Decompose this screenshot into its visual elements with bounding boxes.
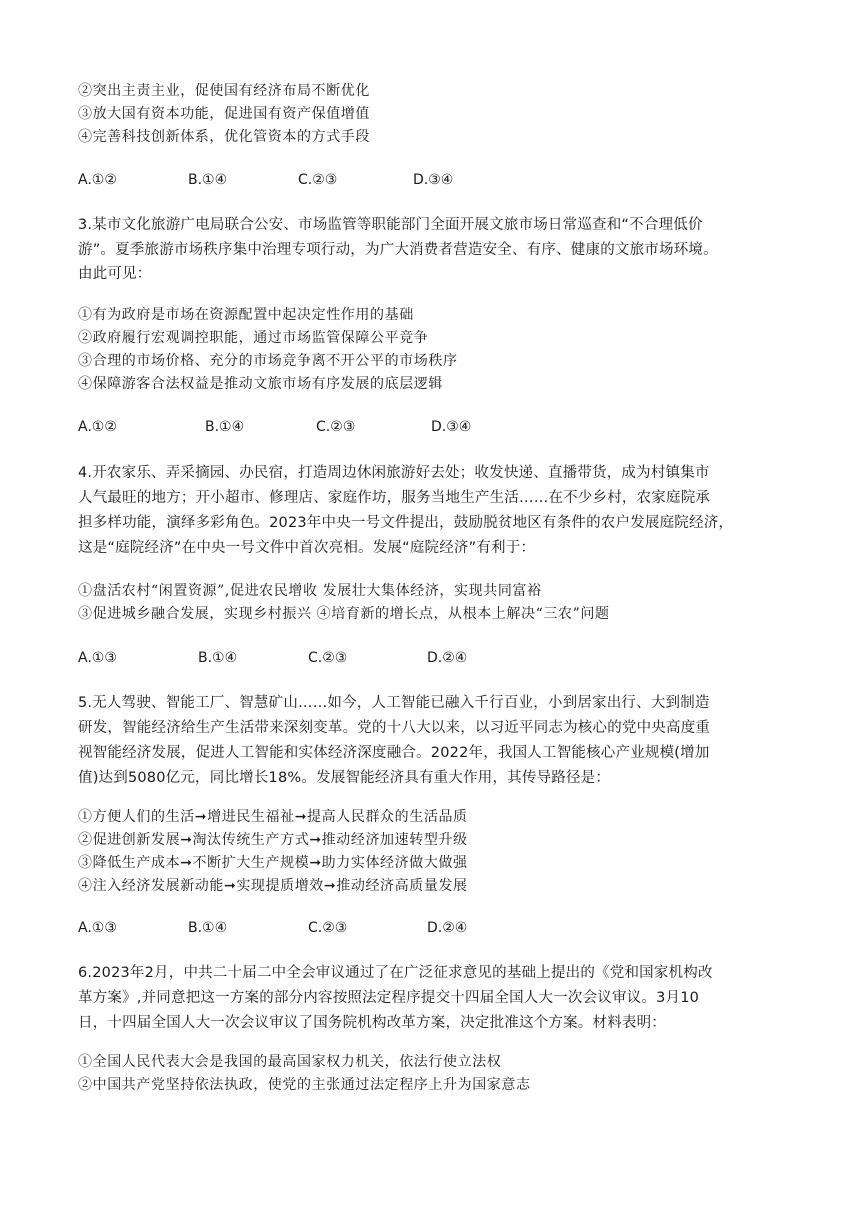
q3-option-2: ②政府履行宏观调控职能，通过市场监管保障公平竞争 (78, 330, 429, 346)
q5-answer-b[interactable]: B.①④ (188, 920, 228, 936)
q2-answer-b[interactable]: B.①④ (188, 172, 228, 188)
q5-stem-line-3: 视智能经济发展，促进人工智能和实体经济深度融合。2022年，我国人工智能核心产业规模(增加 (78, 745, 710, 761)
q5-option-1: ①方便人们的生活➞增进民生福祉➞提高人民群众的生活品质 (78, 809, 468, 825)
q2-option-2: ②突出主责主业，促使国有经济布局不断优化 (78, 83, 370, 99)
q4-answer-d[interactable]: D.②④ (427, 650, 468, 666)
q5-answer-d[interactable]: D.②④ (427, 920, 468, 936)
q4-answer-b[interactable]: B.①④ (198, 650, 238, 666)
q3-option-4: ④保障游客合法权益是推动文旅市场有序发展的底层逻辑 (78, 376, 443, 392)
q3-stem-line-3: 由此可见： (78, 266, 152, 282)
q4-option-row-2: ③促进城乡融合发展，实现乡村振兴 ④培育新的增长点，从根本上解决“三农”问题 (78, 606, 610, 622)
q2-option-4: ④完善科技创新体系，优化管资本的方式手段 (78, 129, 370, 145)
q3-stem-line-1: 3.某市文化旅游广电局联合公安、市场监管等职能部门全面开展文旅市场日常巡查和“不合理低价 (78, 217, 703, 233)
q4-stem-line-2: 人气最旺的地方；开小超市、修理店、家庭作坊，服务当地生产生活……在不少乡村，农家庭院承 (78, 490, 711, 506)
q4-option-row-1: ①盘活农村“闲置资源”,促进农民增收 发展壮大集体经济，实现共同富裕 (78, 583, 542, 599)
q2-answer-a[interactable]: A.①② (78, 172, 117, 188)
q5-answer-a[interactable]: A.①③ (78, 920, 117, 936)
q5-stem-line-1: 5.无人驾驶、智能工厂、智慧矿山……如今，人工智能已融入千行百业，小到居家出行、大到制造 (78, 695, 710, 711)
q3-option-3: ③合理的市场价格、充分的市场竞争离不开公平的市场秩序 (78, 353, 458, 369)
q6-stem-line-2: 革方案》,并同意把这一方案的部分内容按照法定程序提交十四届全国人大一次会议审议。3月10 (78, 990, 700, 1006)
q2-answer-d[interactable]: D.③④ (413, 172, 454, 188)
q5-option-3: ③降低生产成本➞不断扩大生产规模➞助力实体经济做大做强 (78, 855, 468, 871)
q2-answer-c[interactable]: C.②③ (298, 172, 338, 188)
q6-option-1: ①全国人民代表大会是我国的最高国家权力机关，依法行使立法权 (78, 1054, 502, 1070)
q6-stem-line-1: 6.2023年2月，中共二十届二中全会审议通过了在广泛征求意见的基础上提出的《党和国家机构改 (78, 965, 713, 981)
q4-stem-line-3: 担多样功能，演绎多彩角色。2023年中央一号文件提出，鼓励脱贫地区有条件的农户发展庭院经济， (78, 515, 734, 531)
q6-option-2: ②中国共产党坚持依法执政，使党的主张通过法定程序上升为国家意志 (78, 1077, 531, 1093)
q3-answer-a[interactable]: A.①② (78, 419, 117, 435)
q3-stem-line-2: 游”。夏季旅游市场秩序集中治理专项行动，为广大消费者营造安全、有序、健康的文旅市场环境。 (78, 242, 718, 258)
q6-stem-line-3: 日，十四届全国人大一次会议审议了国务院机构改革方案，决定批准这个方案。材料表明： (78, 1015, 666, 1031)
q4-stem-line-4: 这是“庭院经济”在中央一号文件中首次亮相。发展“庭院经济”有利于： (78, 540, 536, 556)
q5-option-4: ④注入经济发展新动能➞实现提质增效➞推动经济高质量发展 (78, 878, 468, 894)
q5-answer-c[interactable]: C.②③ (308, 920, 348, 936)
q3-answer-c[interactable]: C.②③ (316, 419, 356, 435)
q4-stem-line-1: 4.开农家乐、弄采摘园、办民宿，打造周边休闲旅游好去处；收发快递、直播带货，成为村镇集市 (78, 465, 710, 481)
q3-answer-d[interactable]: D.③④ (431, 419, 472, 435)
q3-answer-b[interactable]: B.①④ (205, 419, 245, 435)
q2-option-3: ③放大国有资本功能，促进国有资产保值增值 (78, 106, 370, 122)
q3-option-1: ①有为政府是市场在资源配置中起决定性作用的基础 (78, 307, 414, 323)
q4-answer-c[interactable]: C.②③ (308, 650, 348, 666)
q5-stem-line-2: 研发，智能经济给生产生活带来深刻变革。党的十八大以来，以习近平同志为核心的党中央高度重 (78, 720, 711, 736)
q4-answer-a[interactable]: A.①③ (78, 650, 117, 666)
q5-option-2: ②促进创新发展➞淘汰传统生产方式➞推动经济加速转型升级 (78, 832, 468, 848)
q5-stem-line-4: 值)达到5080亿元，同比增长18%。发展智能经济具有重大作用，其传导路径是： (78, 770, 611, 786)
